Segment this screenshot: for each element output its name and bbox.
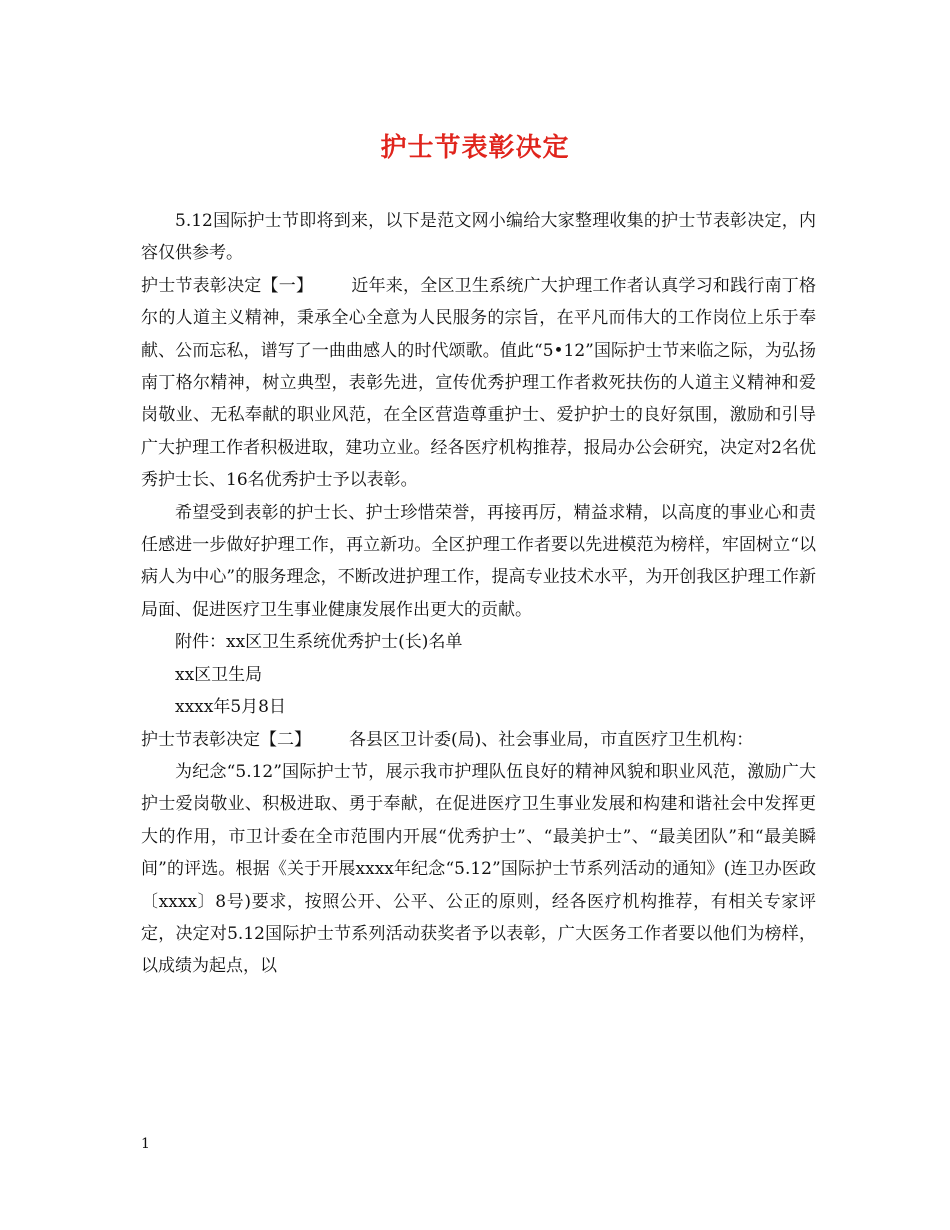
hope-paragraph: 希望受到表彰的护士长、护士珍惜荣誉，再接再厉，精益求精，以高度的事业心和责任感进一步做好护理工作，再立新功。全区护理工作者要以先进模范为榜样，牢固树立“以病人为中心”的服务理念，不断改进护理工作，提高专业技术水平，为开创我区护理工作新局面、促进医疗卫生事业健康发展作出更大的贡献。 [141, 502, 816, 620]
section-one-body: 近年来，全区卫生系统广大护理工作者认真学习和践行南丁格尔的人道主义精神，秉承全心全意为人民服务的宗旨，在平凡而伟大的工作岗位上乐于奉献、公而忘私，谱写了一曲曲感人的时代颂歌。值此“5•12”国际护士节来临之际，为弘扬南丁格尔精神，树立典型，表彰先进，宣传优秀护理工作者救死扶伤的人道主义精神和爱岗敬业、无私奉献的职业风范，在全区营造尊重护士、爱护护士的良好氛围，激励和引导广大护理工作者积极进取，建功立业。经各医疗机构推荐，报局办公会研究，决定对2名优秀护士长、16名优秀护士予以表彰。 [141, 275, 817, 491]
section-two-body: 各县区卫计委(局)、社会事业局，市直医疗卫生机构： [349, 729, 754, 750]
document-title: 护士节表彰决定 [380, 133, 570, 163]
issuer-line: xx区卫生局 [175, 664, 263, 685]
intro-paragraph: 5.12国际护士节即将到来，以下是范文网小编给大家整理收集的护士节表彰决定，内容仅供参考。 [141, 211, 816, 264]
section-one-paragraph [141, 270, 816, 497]
attachment-line: 附件：xx区卫生系统优秀护士(长)名单 [175, 632, 463, 653]
section-two-heading: 护士节表彰决定【二】 [141, 729, 311, 750]
section-one-heading: 护士节表彰决定【一】 [141, 275, 314, 296]
commemoration-paragraph: 为纪念“5.12”国际护士节，展示我市护理队伍良好的精神风貌和职业风范，激励广大护士爱岗敬业、积极进取、勇于奉献，在促进医疗卫生事业发展和构建和谐社会中发挥更大的作用，市卫计委在全市范围内开展“优秀护士”、“最美护士”、“最美团队”和“最美瞬间”的评选。根据《关于开展xxxx年纪念“5.12”国际护士节系列活动的通知》(连卫办医政〔xxxx〕8号)要求，按照公开、公平、公正的原则，经各医疗机构推荐，有相关专家评定，决定对5.12国际护士节系列活动获奖者予以表彰，广大医务工作者要以他们为榜样，以成绩为起点，以 [141, 761, 816, 977]
date-line: xxxx年5月8日 [175, 697, 286, 718]
section-two-paragraph [141, 724, 816, 756]
page-number: 1 [141, 1136, 150, 1152]
document-body [141, 205, 816, 983]
